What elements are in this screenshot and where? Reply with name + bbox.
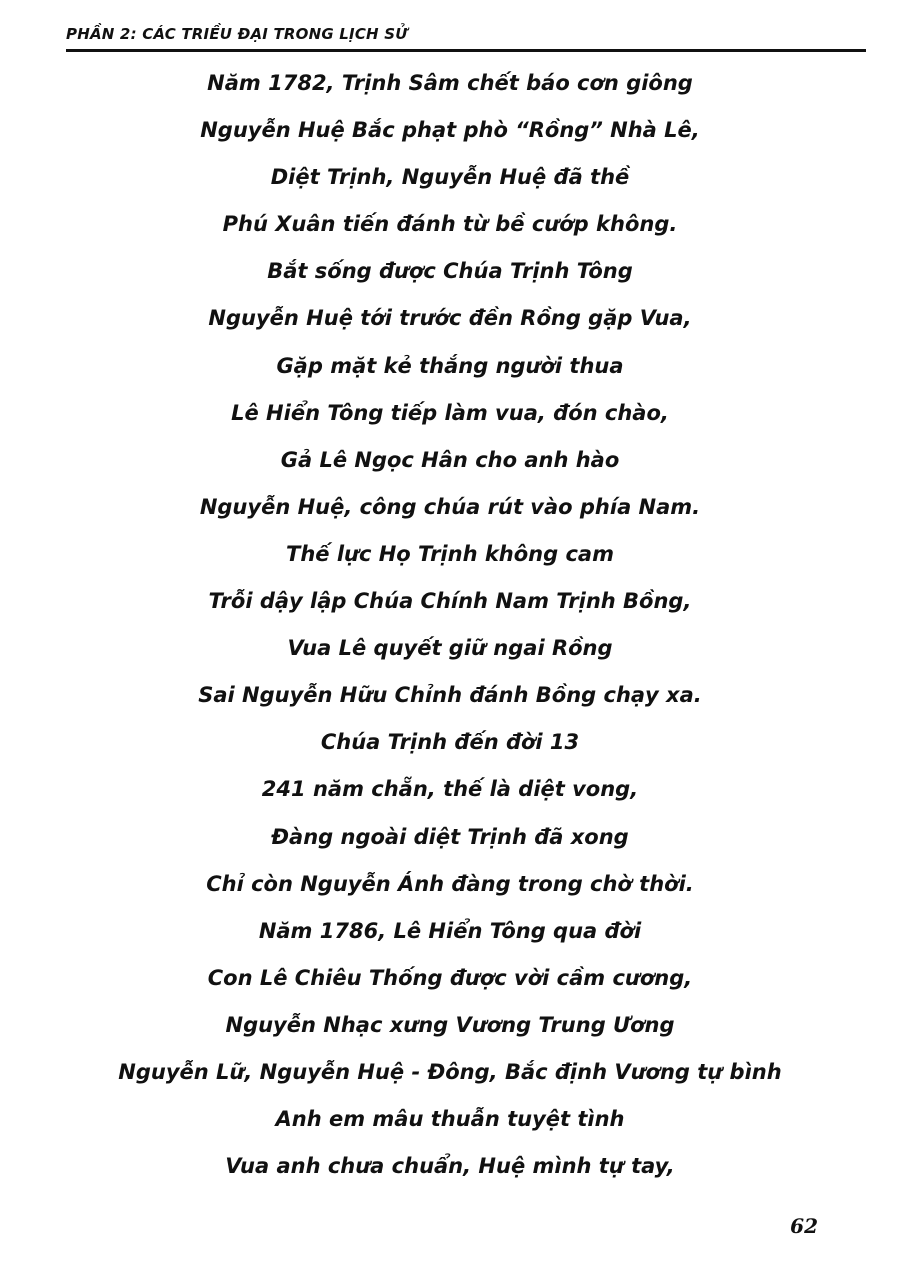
- poem-line: Lê Hiển Tông tiếp làm vua, đón chào,: [231, 400, 669, 425]
- poem-line: Diệt Trịnh, Nguyễn Huệ đã thề: [270, 165, 630, 190]
- poem-line: Nguyễn Lữ, Nguyễn Huệ - Đông, Bắc định Vương tự bình: [118, 1059, 782, 1084]
- section-title: PHẦN 2: CÁC TRIỀU ĐẠI TRONG LỊCH SỬ: [66, 25, 408, 43]
- poem-line: Gả Lê Ngọc Hân cho anh hào: [280, 447, 620, 472]
- poem-line: Gặp mặt kẻ thắng người thua: [276, 353, 624, 378]
- poem-line: Vua Lê quyết giữ ngai Rồng: [287, 636, 613, 661]
- poem-line: Sai Nguyễn Hữu Chỉnh đánh Bồng chạy xa.: [198, 683, 702, 708]
- poem-line: Nguyễn Huệ, công chúa rút vào phía Nam.: [199, 494, 701, 519]
- poem-line: 241 năm chẵn, thế là diệt vong,: [261, 777, 639, 802]
- poem-line: Anh em mâu thuẫn tuyệt tình: [275, 1107, 625, 1132]
- poem-line: Con Lê Chiêu Thống được vời cầm cương,: [207, 965, 693, 990]
- poem-line: Phú Xuân tiến đánh từ bề cướp không.: [222, 212, 678, 237]
- poem-line: Năm 1782, Trịnh Sâm chết báo cơn giông: [207, 71, 693, 95]
- poem-line: Chỉ còn Nguyễn Ánh đàng trong chờ thời.: [206, 871, 694, 896]
- poem-line: Đàng ngoài diệt Trịnh đã xong: [271, 824, 629, 849]
- poem-line: Nguyễn Huệ Bắc phạt phò “Rồng” Nhà Lê,: [200, 118, 700, 143]
- poem-line: Nguyễn Nhạc xưng Vương Trung Ương: [225, 1012, 675, 1037]
- header-divider: [66, 49, 866, 52]
- poem-body: [0, 60, 900, 1190]
- poem-line: Trỗi dậy lập Chúa Chính Nam Trịnh Bồng,: [208, 589, 692, 614]
- poem-line: Thế lực Họ Trịnh không cam: [286, 541, 614, 566]
- poem-line: Chúa Trịnh đến đời 13: [320, 730, 580, 755]
- poem-line: Bắt sống được Chúa Trịnh Tông: [267, 259, 633, 284]
- poem-line: Vua anh chưa chuẩn, Huệ mình tự tay,: [225, 1154, 675, 1179]
- running-header: [66, 24, 866, 56]
- poem-line: Năm 1786, Lê Hiển Tông qua đời: [258, 918, 642, 943]
- page-number: 62: [790, 1214, 818, 1238]
- poem-line: Nguyễn Huệ tới trước đền Rồng gặp Vua,: [208, 306, 692, 331]
